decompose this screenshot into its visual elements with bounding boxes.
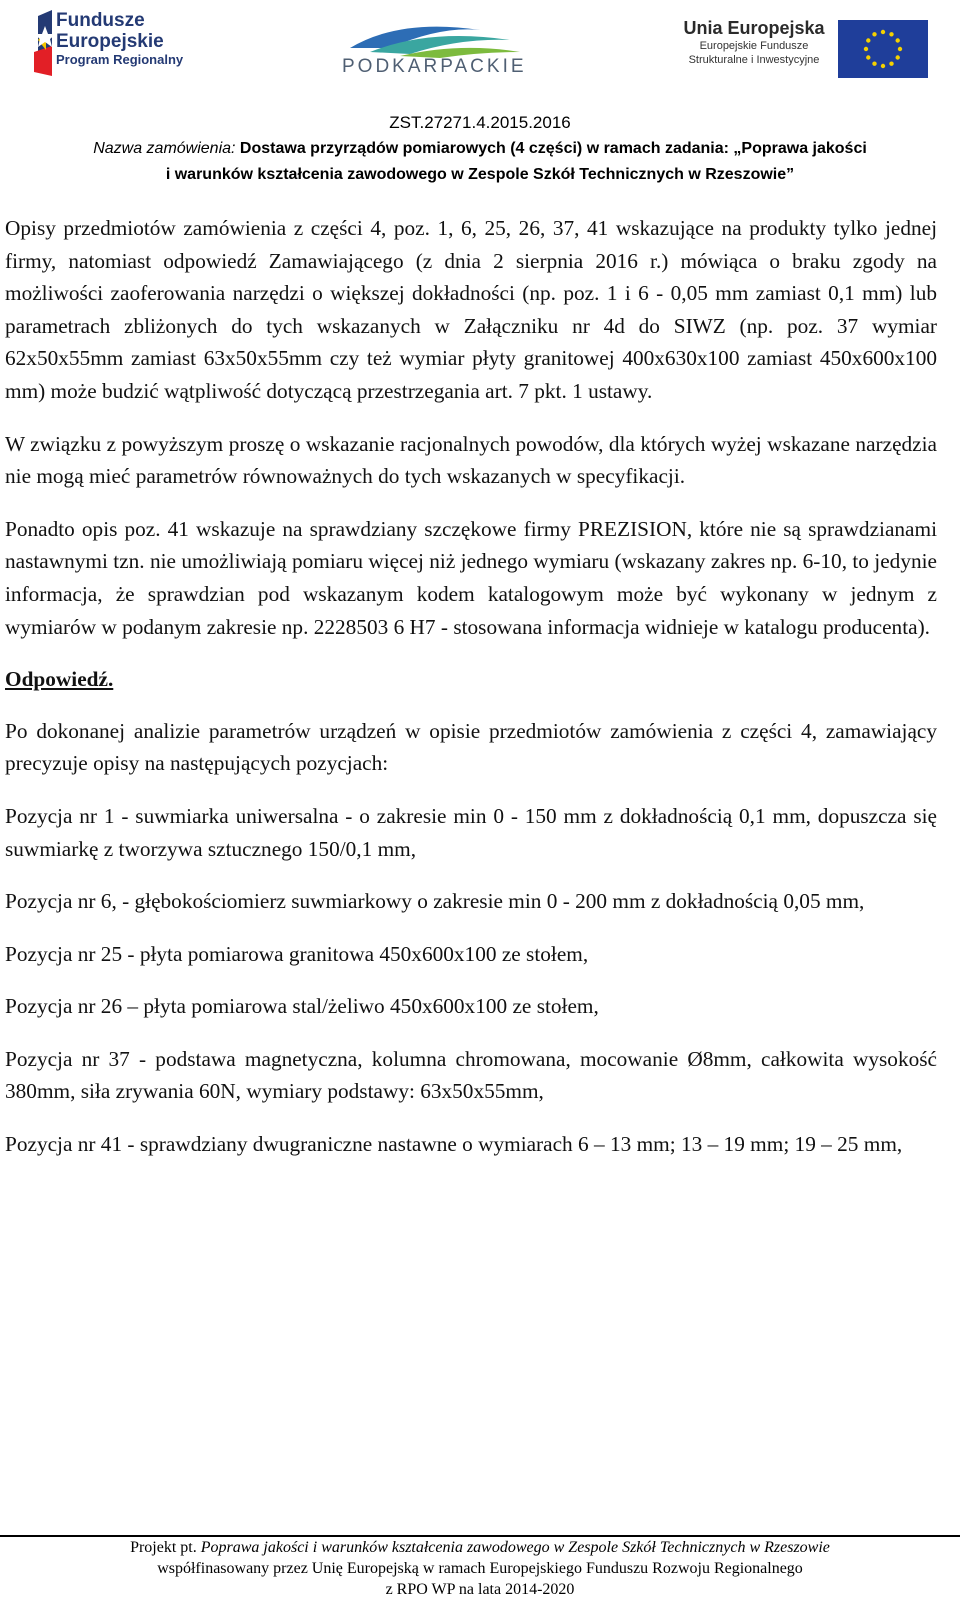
document-header — [0, 110, 960, 188]
question-paragraph-3: Ponadto opis poz. 41 wskazuje na sprawdziany szczękowe firmy PREZISION, które nie są sprawdzianami nastawnymi tzn. nie umożliwiają pomiaru więcej niż jednego wymiaru (wskazany zakres np. 6-10, to jedynie informacja, że sprawdzian pod wskazanym kodem katalogowym może być wykonany w jednym z wymiarów w podanym zakresie np. 2228503 6 H7 - stosowana informacja widnieje w katalogu producenta). — [5, 516, 937, 639]
footer-line1 — [0, 1537, 960, 1558]
footer-line2: współfinasowany przez Unię Europejską w ramach Europejskiego Funduszu Rozwoju Regionalnego — [157, 1560, 803, 1577]
order-title-part2: i warunków kształcenia zawodowego w Zespole Szkół Technicznych w Rzeszowie” — [165, 166, 795, 183]
item-position-25: Pozycja nr 25 - płyta pomiarowa granitowa 450x600x100 ze stołem, — [5, 941, 589, 966]
item-position-37: Pozycja nr 37 - podstawa magnetyczna, kolumna chromowana, mocowanie Ø8mm, całkowita wysokość 380mm, siła zrywania 60N, wymiary podstawy: 63x50x55mm, — [5, 1046, 937, 1104]
header-logos — [0, 0, 960, 110]
answer-intro: Po dokonanej analizie parametrów urządzeń w opisie przedmiotów zamówienia z części 4, zamawiający precyzuje opisy na następujących pozycjach: — [5, 718, 937, 776]
eu-flag-icon — [838, 20, 928, 78]
document-body — [5, 212, 937, 1181]
document-footer — [0, 1537, 960, 1600]
fe-line2: Europejskie — [56, 31, 164, 52]
item-position-41: Pozycja nr 41 - sprawdziany dwugraniczne nastawne o wymiarach 6 – 13 mm; 13 – 19 mm; 19 – 25 mm, — [5, 1132, 903, 1157]
order-label: Nazwa zamówienia: — [93, 140, 236, 157]
footer-project: Poprawa jakości i warunków kształcenia zawodowego w Zespole Szkół Technicznych w Rzeszowie — [200, 1539, 830, 1556]
order-title-line2 — [0, 162, 960, 188]
ue-line1: Unia Europejska — [683, 18, 825, 38]
ue-line2: Europejskie Fundusze — [699, 40, 809, 52]
fe-line3: Program Regionalny — [56, 52, 184, 67]
question-paragraph-2: W związku z powyższym proszę o wskazanie racjonalnych powodów, dla których wyżej wskazane narzędzia nie mogą mieć parametrów równoważnych do tych wskazanych w specyfikacji. — [5, 431, 937, 489]
question-paragraph-1: Opisy przedmiotów zamówienia z części 4, poz. 1, 6, 25, 26, 37, 41 wskazujące na produkty tylko jednej firmy, natomiast odpowiedź Zamawiającego (z dnia 2 sierpnia 2016 r.) mówiąca o braku zgody na możliwości zaoferowania narzędzi o większej dokładności (np. poz. 1 i 6 - 0,05 mm zamiast 0,1 mm) lub parametrach zbliżonych do tych wskazanych w Załączniku nr 4d do SIWZ (np. poz. 37 wymiar 62x50x55mm zamiast 63x50x55mm czy też wymiar płyty granitowej 400x630x100 zamiast 450x600x100 mm) może budzić wątpliwość dotyczącą przestrzegania art. 7 pkt. 1 ustawy. — [5, 216, 937, 403]
item-position-26: Pozycja nr 26 – płyta pomiarowa stal/żeliwo 450x600x100 ze stołem, — [5, 994, 599, 1019]
ue-line3: Strukturalne i Inwestycyjne — [688, 54, 820, 66]
footer-prefix: Projekt pt. — [130, 1539, 201, 1556]
fe-line1: Fundusze — [56, 10, 145, 31]
footer-line3: z RPO WP na lata 2014-2020 — [385, 1581, 575, 1598]
answer-heading: Odpowiedź. — [5, 667, 114, 692]
order-title-line1 — [0, 136, 960, 162]
fundusze-europejskie-text — [56, 10, 183, 68]
item-position-6: Pozycja nr 6, - głębokościomierz suwmiarkowy o zakresie min 0 - 200 mm z dokładnością 0,05 mm, — [5, 889, 865, 914]
unia-europejska-text — [678, 18, 830, 67]
podkarpackie-text: PODKARPACKIE — [342, 56, 527, 77]
case-number: ZST.27271.4.2015.2016 — [389, 113, 571, 132]
order-title-part1: Dostawa przyrządów pomiarowych (4 części) w ramach zadania: „Poprawa jakości — [239, 140, 867, 157]
item-position-1: Pozycja nr 1 - suwmiarka uniwersalna - o zakresie min 0 - 150 mm z dokładnością 0,1 mm, dopuszcza się suwmiarkę z tworzywa sztucznego 150/0,1 mm, — [5, 803, 937, 861]
